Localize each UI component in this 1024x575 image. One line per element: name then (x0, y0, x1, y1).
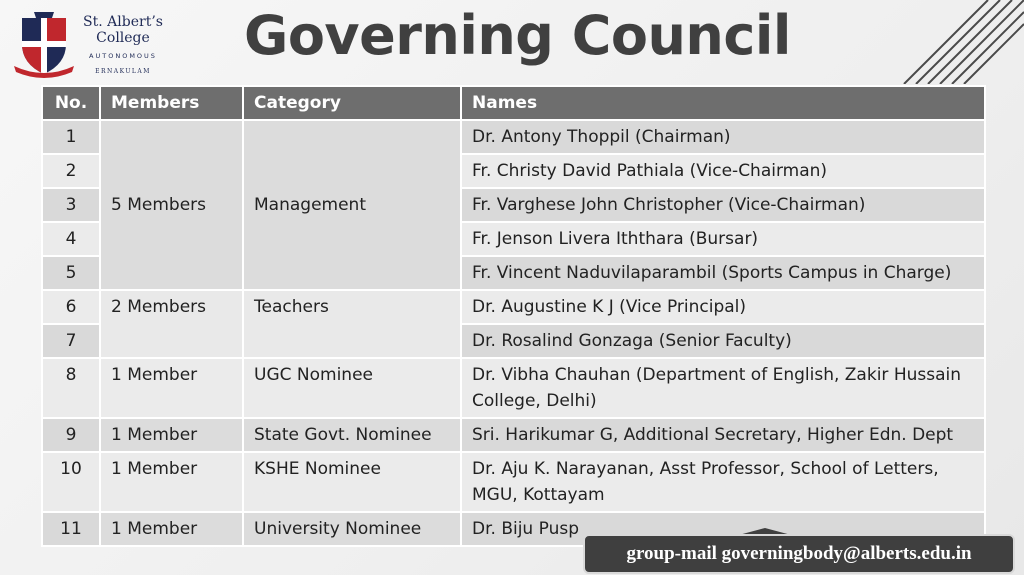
name-cell: Dr. Biju Pusp (461, 512, 985, 546)
name-cell: Fr. Vincent Naduvilaparambil (Sports Campus in Charge) (461, 256, 985, 290)
category-cell: State Govt. Nominee (243, 418, 461, 452)
row-no: 8 (42, 358, 100, 418)
row-no: 1 (42, 120, 100, 154)
table-row (42, 358, 985, 418)
col-names: Names (461, 86, 985, 120)
crest-icon (10, 10, 78, 78)
name-cell: Fr. Varghese John Christopher (Vice-Chairman) (461, 188, 985, 222)
row-no: 4 (42, 222, 100, 256)
name-cell: Dr. Augustine K J (Vice Principal) (461, 290, 985, 324)
members-cell: 1 Member (100, 358, 243, 418)
members-cell: 5 Members (100, 120, 243, 290)
category-cell: University Nominee (243, 512, 461, 546)
row-no: 7 (42, 324, 100, 358)
table-row (42, 120, 985, 154)
table-row (42, 418, 985, 452)
group-mail-banner (583, 534, 1015, 574)
row-no: 3 (42, 188, 100, 222)
row-no: 11 (42, 512, 100, 546)
category-cell: KSHE Nominee (243, 452, 461, 512)
category-cell: UGC Nominee (243, 358, 461, 418)
members-cell: 2 Members (100, 290, 243, 358)
col-members: Members (100, 86, 243, 120)
mail-label: group-mail (626, 543, 717, 564)
page-title: Governing Council (244, 4, 791, 67)
row-no: 2 (42, 154, 100, 188)
row-no: 6 (42, 290, 100, 324)
table-row (42, 452, 985, 512)
name-cell: Fr. Christy David Pathiala (Vice-Chairman) (461, 154, 985, 188)
table-row (42, 290, 985, 324)
name-cell: Dr. Antony Thoppil (Chairman) (461, 120, 985, 154)
members-cell: 1 Member (100, 418, 243, 452)
category-cell: Management (243, 120, 461, 290)
category-cell: Teachers (243, 290, 461, 358)
members-cell: 1 Member (100, 512, 243, 546)
name-cell: Dr. Rosalind Gonzaga (Senior Faculty) (461, 324, 985, 358)
members-cell: 1 Member (100, 452, 243, 512)
name-cell: Sri. Harikumar G, Additional Secretary, Higher Edn. Dept (461, 418, 985, 452)
col-no: No. (42, 86, 100, 120)
college-logo (8, 8, 168, 78)
name-cell: Dr. Vibha Chauhan (Department of English, Zakir Hussain College, Delhi) (461, 358, 985, 418)
name-cell: Dr. Aju K. Narayanan, Asst Professor, School of Letters, MGU, Kottayam (461, 452, 985, 512)
name-cell: Fr. Jenson Livera Iththara (Bursar) (461, 222, 985, 256)
table-header (42, 86, 985, 120)
row-no: 10 (42, 452, 100, 512)
decorative-stripes (874, 0, 1024, 84)
col-category: Category (243, 86, 461, 120)
row-no: 5 (42, 256, 100, 290)
council-table (41, 85, 986, 547)
logo-autonomous: AUTONOMOUS (89, 52, 157, 60)
row-no: 9 (42, 418, 100, 452)
logo-place: ERNAKULAM (95, 68, 151, 75)
mail-address-link[interactable]: governingbody@alberts.edu.in (721, 543, 972, 564)
logo-college-name: St. Albert’s College (83, 14, 163, 46)
